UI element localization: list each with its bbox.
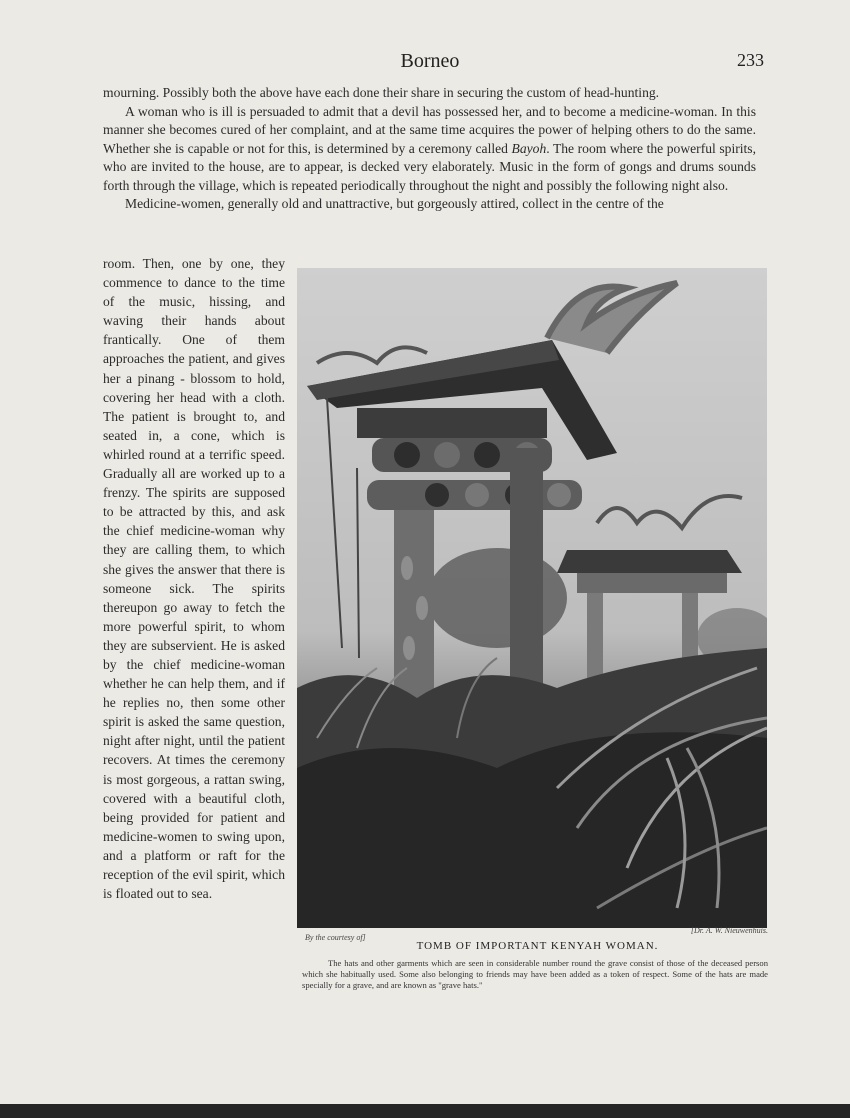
caption-title: TOMB OF IMPORTANT KENYAH WOMAN. xyxy=(416,940,659,952)
body-text-column: room. Then, one by one, they commence to dance to the time of the music, hissing, and waving their hands about frantically. One of them approaches the patient, and gives her a pinang - blossom to hold, covering her head with a cloth. The patient is brought to, and seated in, a cone, which is whirled round at a terrific speed. Gradually all are worked up to a frenzy. The spirits are supposed to be attracted by this, and ask the chief medicine-woman why they are calling them, to which she gives the answer that there is someone sick. The spirits thereupon go away to fetch the more powerful spirit, to whom they are subservient. He is asked by the chief medicine-woman whether he can help them, and if he replies no, then some other spirit is asked the same question, night after night, until the patient recovers. At times the ceremony is most gorgeous, a rattan swing, covered with a beautiful cloth, being provided for patient and medicine-women to swing upon, and a platform or raft for the reception of the evil spirit, which is floated out to sea. xyxy=(103,256,285,902)
running-title: Borneo xyxy=(400,50,460,72)
page-number: 233 xyxy=(737,50,764,70)
bayoh-term: Bayoh xyxy=(511,140,547,156)
tomb-photograph-illustration xyxy=(297,268,767,928)
paragraph-3-first-line: Medicine-women, generally old and unattractive, but gorgeously attired, collect in the centre of the xyxy=(125,196,664,211)
paragraph-2-part-2: . The room where the powerful spirits, who are invited to the house, are to appear, is decked very elaborately. Music in the form of gongs and drums sounds forth through the village, which is repeated periodically throughout the night and possibly the following night also. xyxy=(103,140,756,193)
photo-credit-right: [Dr. A. W. Nieuwenhuis. xyxy=(690,926,768,935)
paragraph-2-part-1: A woman who is ill is persuaded to admit that a devil has possessed her, and to become a medicine-woman. In this manner she becomes cured of her complaint, and at the same time acquires the power of helping others to do the same. Whether she is capable or not for this, is determined by a ceremony called xyxy=(103,103,756,156)
photo-credit-left: By the courtesy of] xyxy=(305,933,366,942)
caption-text: The hats and other garments which are seen in considerable number round the grave consist of those of the deceased person which she habitually used. Some also belonging to friends may have been added as a token of respect. Some of the hats are made specially for a grave, and are known as "grave hats." xyxy=(302,958,768,990)
body-text-full-width xyxy=(103,84,756,214)
foreground-plants xyxy=(297,648,767,928)
paragraph-2 xyxy=(103,103,756,196)
tomb-photograph xyxy=(297,268,767,928)
scan-bottom-edge xyxy=(0,1104,850,1118)
paragraph-1: mourning. Possibly both the above have each done their share in securing the custom of head-hunting. xyxy=(103,85,660,100)
